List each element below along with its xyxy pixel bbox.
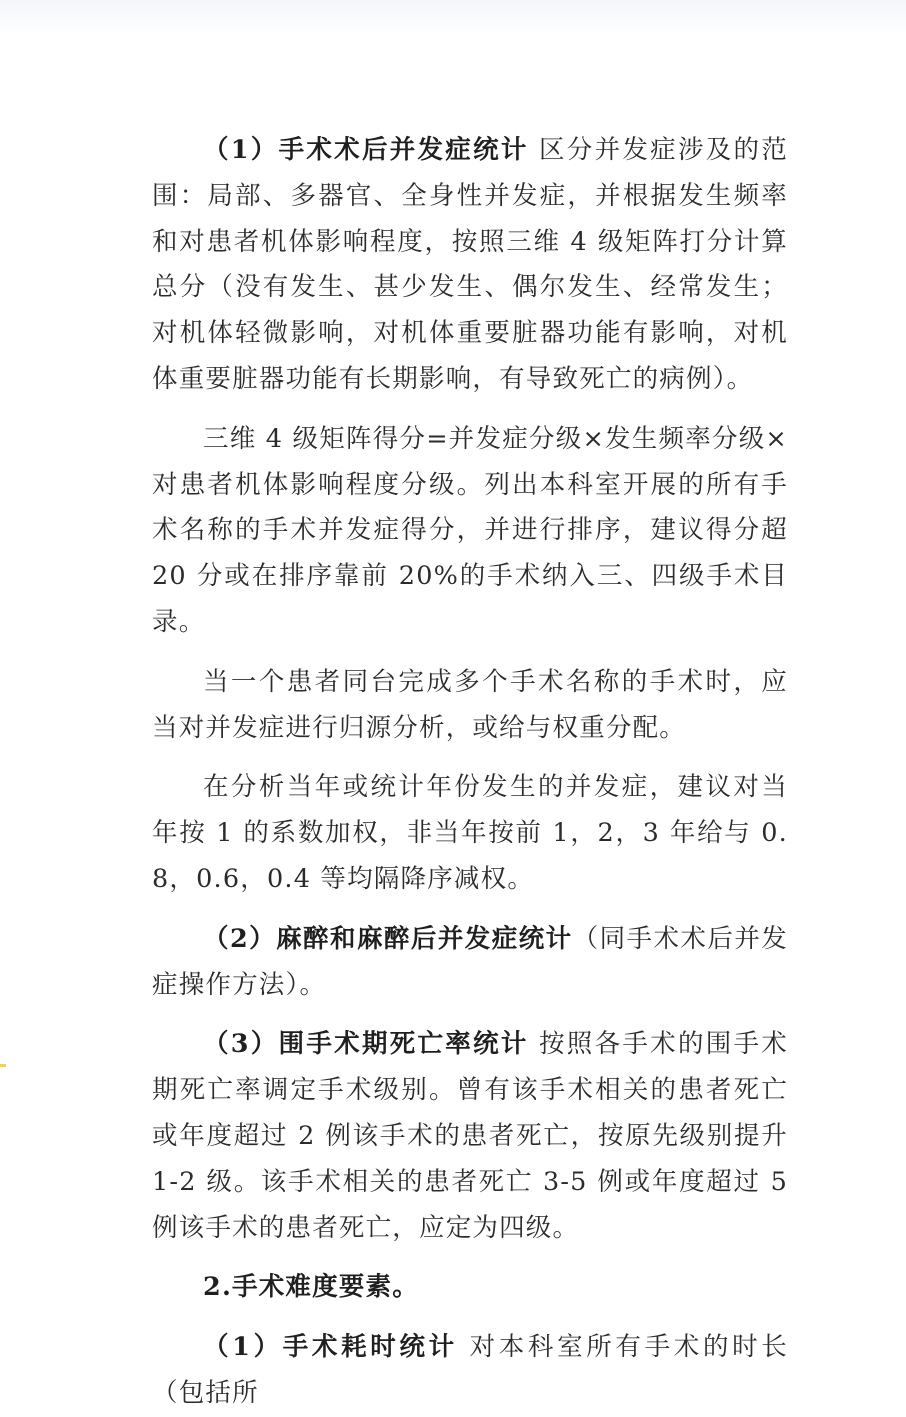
document-page (152, 128, 788, 1417)
heading-perioperative-mortality: （3）围手术期死亡率统计 (203, 1029, 529, 1060)
paragraph-postoperative-complications (152, 128, 788, 403)
heading-surgery-duration: （1）手术耗时统计 (203, 1332, 458, 1363)
paragraph-matrix-score (152, 417, 788, 646)
heading-difficulty-factors: 2.手术难度要素。 (203, 1272, 419, 1303)
paragraph-text: 按照各手术的围手术期死亡率调定手术级别。曾有该手术相关的患者死亡或年度超过 2 例该手术的患者死亡，按原先级别提升 1-2 级。该手术相关的患者死亡 3-5 例或年度超过 5 例该手术的患者死亡，应定为四级。 (152, 1029, 788, 1243)
paragraph-multiple-procedures (152, 660, 788, 752)
paragraph-text: 对本科室所有手术的时长（包括所 (152, 1332, 788, 1408)
paragraph-weighting (152, 765, 788, 902)
scan-top-shadow (0, 0, 906, 34)
paragraph-surgery-duration (152, 1325, 788, 1417)
heading-postoperative-complications: （1）手术术后并发症统计 (203, 135, 529, 165)
paragraph-difficulty-factors (152, 1265, 788, 1311)
paragraph-text: 在分析当年或统计年份发生的并发症，建议对当年按 1 的系数加权，非当年按前 1，2，3 年给与 0.8，0.6，0.4 等均隔降序减权。 (152, 772, 788, 894)
paragraph-text: 区分并发症涉及的范围：局部、多器官、全身性并发症，并根据发生频率和对患者机体影响程度，按照三维 4 级矩阵打分计算总分（没有发生、甚少发生、偶尔发生、经常发生；对机体轻微影响，对机体重要脏器功能有影响，对机体重要脏器功能有长期影响，有导致死亡的病例）。 (152, 135, 788, 394)
paragraph-anesthesia-complications (152, 917, 788, 1009)
paragraph-perioperative-mortality (152, 1022, 788, 1251)
edge-mark (0, 1064, 6, 1067)
paragraph-text: 当一个患者同台完成多个手术名称的手术时，应当对并发症进行归源分析，或给与权重分配。 (152, 666, 788, 743)
heading-anesthesia-complications: （2）麻醉和麻醉后并发症统计 (203, 923, 573, 954)
paragraph-text: 三维 4 级矩阵得分=并发症分级×发生频率分级×对患者机体影响程度分级。列出本科室开展的所有手术名称的手术并发症得分，并进行排序，建议得分超 20 分或在排序靠前 20%的手术纳入三、四级手术目录。 (152, 423, 788, 637)
paragraph-text: （同手术术后并发症操作方法）。 (152, 923, 788, 1000)
